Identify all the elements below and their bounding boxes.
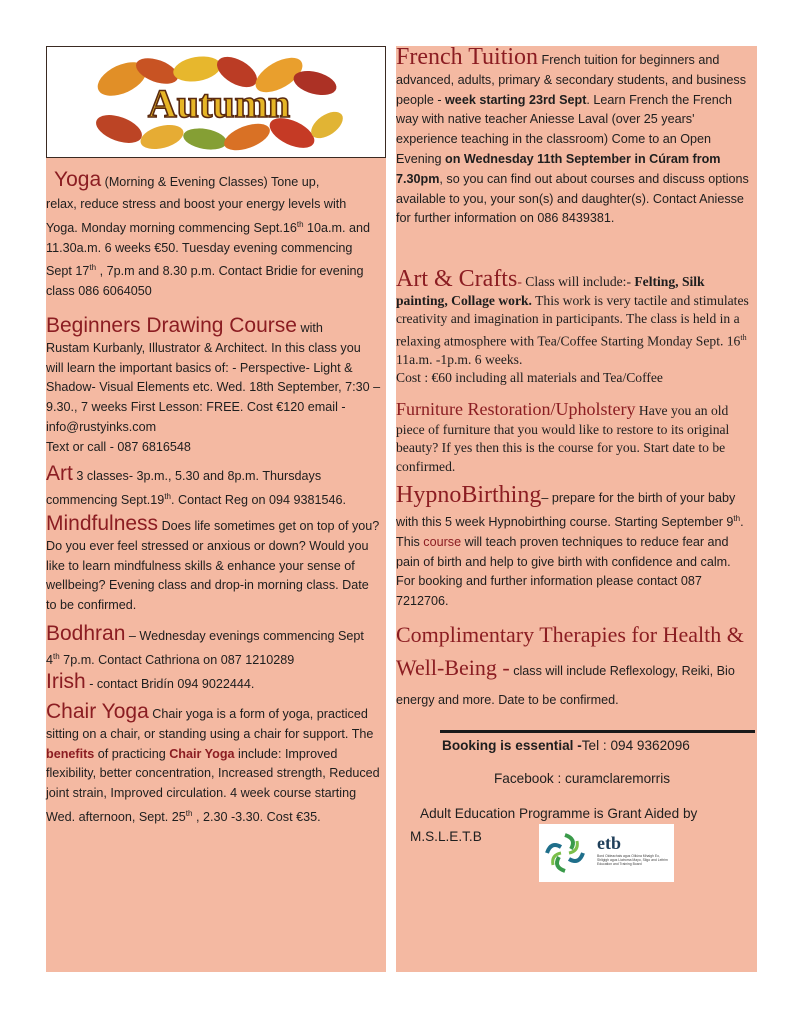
- chair-yoga-benefits: benefits: [46, 746, 95, 761]
- bodhran-sup: th: [53, 651, 60, 661]
- yoga-text-3: , 7p.m and 8.30 p.m. Contact Bridie for evening class 086 6064050: [46, 264, 364, 299]
- chair-yoga-text: Chair yoga is a form of yoga, practiced sitting on a chair, or standing using a chair for support. The: [46, 707, 374, 741]
- art-section: [46, 464, 381, 511]
- art-text: 3 classes- 3p.m., 5.30 and 8p.m. Thursdays commencing Sept.19: [46, 469, 322, 507]
- crafts-cost: Cost : €60 including all materials and Tea/Coffee: [396, 370, 663, 386]
- drawing-text: Rustam Kurbanly, Illustrator & Architect. In this class you will learn the important basics of: - Perspective- Light & Shadow- Visual Elements etc. Wed. 18th September, 7:30 – 9.30., 7 weeks First Lesson: FREE. Cost €120 email - info@rustyinks.com: [46, 340, 381, 434]
- chair-yoga-text-4: , 2.30 -3.30. Cost €35.: [192, 810, 321, 825]
- chair-yoga-bold: Chair Yoga: [169, 746, 235, 761]
- art-sup: th: [164, 491, 171, 501]
- grant-line: Adult Education Programme is Grant Aided by: [420, 806, 698, 821]
- therapies-section: [396, 620, 753, 715]
- etb-logo: [539, 824, 674, 882]
- chair-yoga-title: Chair Yoga: [46, 700, 149, 723]
- furniture-text: Have you an old piece of furniture that you would like to restore to its original beauty? If yes then this is the course for you. Start date to be confirmed.: [396, 403, 730, 474]
- art-text-2: . Contact Reg on 094 9381546.: [170, 492, 347, 507]
- yoga-text-2: 10a.m. and 11.30a.m. 6 weeks €50. Tuesday evening commencing Sept 17: [46, 220, 371, 279]
- crafts-text-3: 11a.m. -1p.m. 6 weeks.: [396, 351, 523, 367]
- yoga-sup-2: th: [89, 263, 97, 273]
- irish-title: Irish: [46, 670, 86, 693]
- therapies-title: Complimentary Therapies for Health & Well-Being -: [396, 622, 744, 680]
- furniture-section: [396, 400, 753, 476]
- booking-bold: Booking is essential -: [442, 738, 582, 753]
- crafts-bold: Felting, Silk painting, Collage work.: [396, 274, 705, 308]
- autumn-title: Autumn: [147, 81, 291, 126]
- autumn-leaves-image: [47, 47, 385, 157]
- hypno-text-2: . This: [396, 514, 744, 549]
- chair-yoga-text-3: include: Improved flexibility, better concentration, Increased strength, Reduced joint strain, Improved circulation. 4 week course starting Wed. afternoon, Sept. 25: [46, 746, 380, 825]
- hypno-text: – prepare for the birth of your baby with this 5 week Hypnobirthing course. Starting September 9: [396, 491, 736, 529]
- drawing-with: with: [300, 321, 323, 335]
- mindfulness-section: [46, 514, 381, 616]
- crafts-text: Class will include:-: [525, 274, 631, 289]
- chair-yoga-sup: th: [185, 808, 193, 818]
- bodhran-text: – Wednesday evenings commencing Sept 4: [46, 629, 364, 667]
- crafts-section: [396, 266, 753, 388]
- chair-yoga-text-2: of practicing: [97, 746, 166, 761]
- yoga-text-1: relax, reduce stress and boost your energy levels with Yoga. Monday morning commencing Sept.16: [46, 196, 347, 235]
- crafts-sup: th: [740, 332, 747, 342]
- crafts-title: Art & Crafts: [396, 266, 518, 292]
- left-column: [46, 46, 386, 972]
- hypno-sup: th: [733, 513, 741, 523]
- yoga-section: [46, 170, 381, 302]
- booking-tel: Tel : 094 9362096: [581, 738, 690, 753]
- drawing-section: [46, 316, 381, 458]
- facebook-line: Facebook : curamclaremorris: [494, 771, 671, 786]
- yoga-subtitle: (Morning & Evening Classes): [104, 175, 268, 189]
- french-bold-1: week starting 23rd Sept: [445, 92, 587, 107]
- etb-logo-name: etb: [597, 833, 621, 853]
- french-text-3: , so you can find out about courses and discuss options available to you, your son(s) and daughter(s). Contact Aniesse for further information on 086 8439381.: [396, 171, 749, 226]
- yoga-sup-1: th: [296, 219, 304, 229]
- bodhran-text-2: 7p.m. Contact Cathriona on 087 1210289: [59, 652, 295, 667]
- irish-text: - contact Bridín 094 9022444.: [89, 677, 255, 691]
- yoga-title: Yoga: [54, 168, 102, 191]
- etb-swirl-icon: [539, 824, 674, 882]
- bodhran-section: [46, 624, 381, 671]
- hypno-course: course: [423, 534, 462, 549]
- drawing-title: Beginners Drawing Course: [46, 314, 297, 337]
- french-section: [396, 44, 753, 229]
- mindfulness-text: Does life sometimes get on top of you? Do you ever feel stressed or anxious or down? Would you like to learn mindfulness skills & enhance your sense of wellbeing? Evening class and drop-in morning class. Date to be confirmed.: [46, 519, 380, 613]
- french-title: French Tuition: [396, 44, 539, 70]
- art-title: Art: [46, 462, 73, 485]
- autumn-banner: [46, 46, 386, 158]
- therapies-text: class will include Reflexology, Reiki, Bio energy and more. Date to be confirmed.: [396, 664, 735, 707]
- french-text-2: . Learn French the French way with native teacher Aniesse Laval (over 25 years' experience teaching in the classroom) Come to an Open Evening: [396, 92, 733, 166]
- bodhran-title: Bodhran: [46, 622, 126, 645]
- hypno-title: HypnoBirthing: [396, 482, 542, 508]
- french-text: French tuition for beginners and advanced, adults, primary & secondary students, and business people -: [396, 53, 747, 107]
- furniture-title: Furniture Restoration/Upholstery: [396, 399, 636, 419]
- yoga-text: Tone up,: [271, 175, 320, 189]
- mindfulness-title: Mindfulness: [46, 512, 159, 535]
- french-bold-2: on Wednesday 11th September in Cúram from 7.30pm: [396, 151, 721, 186]
- footer: [410, 730, 755, 844]
- crafts-text-2: This work is very tactile and stimulates creativity and imagination in participants. The class is held in a relaxing atmosphere with Tea/Coffee Starting Monday Sept. 16: [396, 292, 749, 349]
- crafts-dash: -: [517, 274, 522, 289]
- hypno-text-3: will teach proven techniques to reduce fear and pain of birth and help to give birth with confidence and calm. For booking and further information please contact 087 7212706.: [396, 534, 731, 609]
- etb-logo-tagline: Bord Oideachais agus Oiliúna Mhaigh Eo, Shligigh agus Liatroma Mayo, Sligo and Leitrim Education and Training Board: [597, 854, 668, 867]
- msletb-line: M.S.L.E.T.B: [410, 829, 482, 844]
- hypno-section: [396, 482, 753, 612]
- irish-section: [46, 672, 381, 695]
- booking-line: [442, 738, 690, 753]
- chair-yoga-section: [46, 702, 381, 828]
- drawing-contact: Text or call - 087 6816548: [46, 439, 191, 454]
